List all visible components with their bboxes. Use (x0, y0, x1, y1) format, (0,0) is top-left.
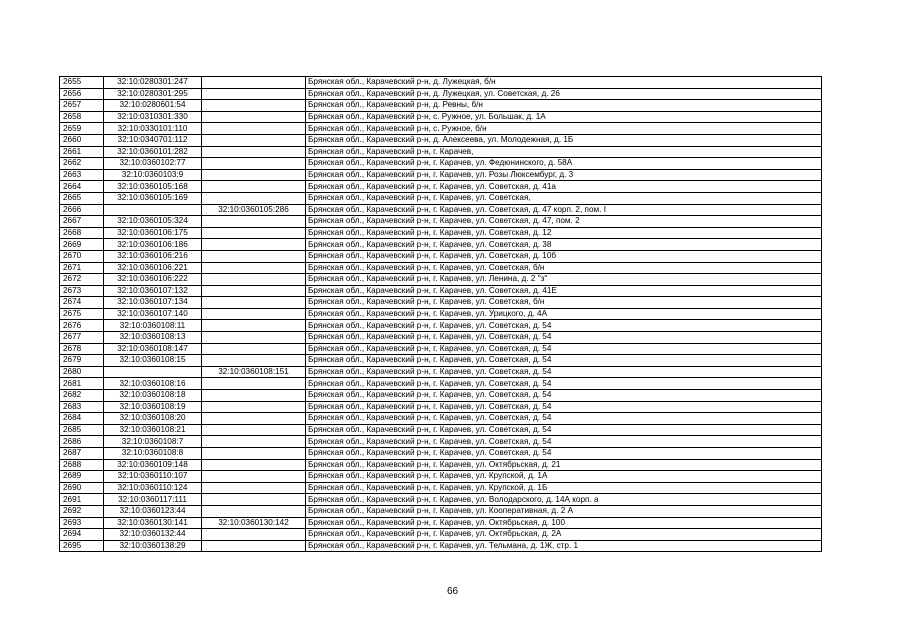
row-number-cell: 2657 (60, 100, 104, 112)
row-number-cell: 2694 (60, 529, 104, 541)
row-number-cell: 2684 (60, 413, 104, 425)
table-row (60, 413, 822, 425)
cadastral-number-cell: 32:10:0360107:140 (104, 308, 202, 320)
related-cadastral-number-cell (202, 88, 306, 100)
related-cadastral-number-cell (202, 308, 306, 320)
table-row (60, 320, 822, 332)
related-cadastral-number-cell (202, 134, 306, 146)
cadastral-number-cell: 32:10:0360107:134 (104, 297, 202, 309)
table-row (60, 274, 822, 286)
address-cell: Брянская обл., Карачевский р-н, г. Карачев, ул. Советская, д. 47 корп. 2, пом. I (306, 204, 822, 216)
related-cadastral-number-cell (202, 227, 306, 239)
address-cell: Брянская обл., Карачевский р-н, г. Карачев, ул. Советская, д. 38 (306, 239, 822, 251)
row-number-cell: 2660 (60, 134, 104, 146)
related-cadastral-number-cell (202, 216, 306, 228)
row-number-cell: 2680 (60, 366, 104, 378)
cadastral-number-cell: 32:10:0360105:324 (104, 216, 202, 228)
row-number-cell: 2678 (60, 343, 104, 355)
cadastral-number-cell: 32:10:0360108:18 (104, 390, 202, 402)
related-cadastral-number-cell (202, 181, 306, 193)
address-cell: Брянская обл., Карачевский р-н, г. Карачев, ул. Розы Люксембург, д. 3 (306, 169, 822, 181)
address-cell: Брянская обл., Карачевский р-н, г. Карачев, ул. Советская, д. 54 (306, 343, 822, 355)
address-cell: Брянская обл., Карачевский р-н, г. Карачев, ул. Советская, д. 10б (306, 250, 822, 262)
related-cadastral-number-cell (202, 459, 306, 471)
related-cadastral-number-cell (202, 448, 306, 460)
table-row (60, 285, 822, 297)
address-cell: Брянская обл., Карачевский р-н, г. Карачев, ул. Октябрьская, д. 21 (306, 459, 822, 471)
cadastral-number-cell: 32:10:0360138:29 (104, 540, 202, 552)
row-number-cell: 2676 (60, 320, 104, 332)
cadastral-number-cell: 32:10:0360108:19 (104, 401, 202, 413)
table-row (60, 343, 822, 355)
address-cell: Брянская обл., Карачевский р-н, г. Карачев, ул. Федюнинского, д. 58А (306, 158, 822, 170)
related-cadastral-number-cell (202, 424, 306, 436)
related-cadastral-number-cell (202, 505, 306, 517)
row-number-cell: 2656 (60, 88, 104, 100)
address-cell: Брянская обл., Карачевский р-н, д. Лужецкая, ул. Советская, д. 26 (306, 88, 822, 100)
cadastral-number-cell: 32:10:0360108:8 (104, 448, 202, 460)
related-cadastral-number-cell: 32:10:0360105:286 (202, 204, 306, 216)
address-cell: Брянская обл., Карачевский р-н, с. Ружное, ул. Большак, д. 1А (306, 111, 822, 123)
address-cell: Брянская обл., Карачевский р-н, г. Карачев, ул. Советская, (306, 192, 822, 204)
cadastral-number-cell: 32:10:0360106:222 (104, 274, 202, 286)
table-row (60, 297, 822, 309)
related-cadastral-number-cell (202, 436, 306, 448)
cadastral-number-cell: 32:10:0360123:44 (104, 505, 202, 517)
row-number-cell: 2695 (60, 540, 104, 552)
row-number-cell: 2682 (60, 390, 104, 402)
row-number-cell: 2667 (60, 216, 104, 228)
address-cell: Брянская обл., Карачевский р-н, д. Лужецкая, б/н (306, 77, 822, 89)
related-cadastral-number-cell (202, 250, 306, 262)
table-row (60, 169, 822, 181)
related-cadastral-number-cell (202, 262, 306, 274)
row-number-cell: 2675 (60, 308, 104, 320)
address-cell: Брянская обл., Карачевский р-н, г. Карачев, ул. Советская, д. 54 (306, 320, 822, 332)
row-number-cell: 2692 (60, 505, 104, 517)
row-number-cell: 2672 (60, 274, 104, 286)
row-number-cell: 2666 (60, 204, 104, 216)
related-cadastral-number-cell (202, 540, 306, 552)
row-number-cell: 2669 (60, 239, 104, 251)
cadastral-number-cell: 32:10:0360110:107 (104, 471, 202, 483)
address-cell: Брянская обл., Карачевский р-н, д. Алексеева, ул. Молодежная, д. 1Б (306, 134, 822, 146)
cadastral-number-cell: 32:10:0360106:175 (104, 227, 202, 239)
table-row (60, 355, 822, 367)
related-cadastral-number-cell (202, 146, 306, 158)
row-number-cell: 2668 (60, 227, 104, 239)
table-row (60, 390, 822, 402)
cadastral-number-cell: 32:10:0360106:221 (104, 262, 202, 274)
address-cell: Брянская обл., Карачевский р-н, г. Карачев, ул. Советская, д. 12 (306, 227, 822, 239)
related-cadastral-number-cell (202, 297, 306, 309)
cadastral-number-cell: 32:10:0360105:169 (104, 192, 202, 204)
row-number-cell: 2688 (60, 459, 104, 471)
address-cell: Брянская обл., Карачевский р-н, г. Карачев, ул. Советская, д. 54 (306, 401, 822, 413)
cadastral-number-cell: 32:10:0360103:9 (104, 169, 202, 181)
row-number-cell: 2683 (60, 401, 104, 413)
row-number-cell: 2681 (60, 378, 104, 390)
cadastral-number-cell: 32:10:0340701:112 (104, 134, 202, 146)
table-row (60, 308, 822, 320)
table-row (60, 204, 822, 216)
address-cell: Брянская обл., Карачевский р-н, г. Карачев, ул. Советская, д. 54 (306, 355, 822, 367)
row-number-cell: 2655 (60, 77, 104, 89)
table-row (60, 436, 822, 448)
table-row (60, 448, 822, 460)
table-row (60, 123, 822, 135)
table-row (60, 250, 822, 262)
related-cadastral-number-cell (202, 285, 306, 297)
address-cell: Брянская обл., Карачевский р-н, г. Карачев, ул. Ленина, д. 2 "з" (306, 274, 822, 286)
related-cadastral-number-cell (202, 529, 306, 541)
related-cadastral-number-cell (202, 169, 306, 181)
cadastral-number-cell: 32:10:0280301:295 (104, 88, 202, 100)
table-row (60, 482, 822, 494)
cadastral-number-cell: 32:10:0360132:44 (104, 529, 202, 541)
table-row (60, 227, 822, 239)
related-cadastral-number-cell (202, 332, 306, 344)
row-number-cell: 2687 (60, 448, 104, 460)
related-cadastral-number-cell: 32:10:0360130:142 (202, 517, 306, 529)
address-cell: Брянская обл., Карачевский р-н, г. Карачев, ул. Октябрьская, д. 2А (306, 529, 822, 541)
row-number-cell: 2686 (60, 436, 104, 448)
row-number-cell: 2689 (60, 471, 104, 483)
address-cell: Брянская обл., Карачевский р-н, г. Карачев, ул. Советская, д. 54 (306, 448, 822, 460)
cadastral-number-cell: 32:10:0360108:16 (104, 378, 202, 390)
table-row (60, 540, 822, 552)
address-cell: Брянская обл., Карачевский р-н, г. Карачев, ул. Советская, д. 54 (306, 390, 822, 402)
address-cell: Брянская обл., Карачевский р-н, г. Карачев, ул. Советская, д. 41Е (306, 285, 822, 297)
row-number-cell: 2661 (60, 146, 104, 158)
address-cell: Брянская обл., Карачевский р-н, г. Карачев, ул. Советская, б/н (306, 262, 822, 274)
cadastral-number-cell: 32:10:0280601:54 (104, 100, 202, 112)
table-row (60, 471, 822, 483)
table-row (60, 239, 822, 251)
related-cadastral-number-cell (202, 355, 306, 367)
cadastral-number-cell: 32:10:0360106:186 (104, 239, 202, 251)
row-number-cell: 2673 (60, 285, 104, 297)
cadastral-number-cell: 32:10:0360107:132 (104, 285, 202, 297)
registry-table-body (60, 77, 822, 552)
address-cell: Брянская обл., Карачевский р-н, г. Карачев, ул. Октябрьская, д. 100 (306, 517, 822, 529)
cadastral-number-cell: 32:10:0360108:20 (104, 413, 202, 425)
cadastral-number-cell (104, 204, 202, 216)
table-row (60, 262, 822, 274)
table-row (60, 216, 822, 228)
cadastral-number-cell: 32:10:0360110:124 (104, 482, 202, 494)
row-number-cell: 2690 (60, 482, 104, 494)
row-number-cell: 2665 (60, 192, 104, 204)
table-row (60, 366, 822, 378)
address-cell: Брянская обл., Карачевский р-н, г. Карачев, ул. Советская, д. 54 (306, 378, 822, 390)
cadastral-number-cell: 32:10:0360106:216 (104, 250, 202, 262)
row-number-cell: 2664 (60, 181, 104, 193)
address-cell: Брянская обл., Карачевский р-н, г. Карачев, (306, 146, 822, 158)
table-row (60, 401, 822, 413)
row-number-cell: 2679 (60, 355, 104, 367)
cadastral-number-cell: 32:10:0360108:7 (104, 436, 202, 448)
cadastral-number-cell (104, 366, 202, 378)
table-row (60, 134, 822, 146)
cadastral-number-cell: 32:10:0280301:247 (104, 77, 202, 89)
table-row (60, 517, 822, 529)
address-cell: Брянская обл., Карачевский р-н, г. Карачев, ул. Советская, д. 54 (306, 413, 822, 425)
address-cell: Брянская обл., Карачевский р-н, г. Карачев, ул. Советская, д. 54 (306, 424, 822, 436)
registry-table (59, 76, 822, 552)
address-cell: Брянская обл., Карачевский р-н, г. Карачев, ул. Советская, б/н (306, 297, 822, 309)
table-row (60, 181, 822, 193)
address-cell: Брянская обл., Карачевский р-н, с. Ружное, б/н (306, 123, 822, 135)
address-cell: Брянская обл., Карачевский р-н, г. Карачев, ул. Советская, д. 54 (306, 332, 822, 344)
row-number-cell: 2691 (60, 494, 104, 506)
related-cadastral-number-cell (202, 482, 306, 494)
table-row (60, 494, 822, 506)
cadastral-number-cell: 32:10:0360108:15 (104, 355, 202, 367)
page-number: 66 (446, 586, 459, 597)
address-cell: Брянская обл., Карачевский р-н, г. Карачев, ул. Советская, д. 54 (306, 436, 822, 448)
table-row (60, 529, 822, 541)
row-number-cell: 2671 (60, 262, 104, 274)
address-cell: Брянская обл., Карачевский р-н, г. Карачев, ул. Советская, д. 54 (306, 366, 822, 378)
cadastral-number-cell: 32:10:0330101:110 (104, 123, 202, 135)
row-number-cell: 2693 (60, 517, 104, 529)
table-row (60, 192, 822, 204)
related-cadastral-number-cell (202, 390, 306, 402)
cadastral-number-cell: 32:10:0360109:148 (104, 459, 202, 471)
table-row (60, 332, 822, 344)
table-row (60, 100, 822, 112)
address-cell: Брянская обл., Карачевский р-н, д. Ревны, б/н (306, 100, 822, 112)
related-cadastral-number-cell (202, 239, 306, 251)
table-row (60, 146, 822, 158)
related-cadastral-number-cell (202, 77, 306, 89)
table-row (60, 378, 822, 390)
related-cadastral-number-cell (202, 401, 306, 413)
row-number-cell: 2670 (60, 250, 104, 262)
table-row (60, 77, 822, 89)
cadastral-number-cell: 32:10:0360108:11 (104, 320, 202, 332)
table-row (60, 111, 822, 123)
related-cadastral-number-cell (202, 158, 306, 170)
related-cadastral-number-cell (202, 413, 306, 425)
related-cadastral-number-cell (202, 100, 306, 112)
row-number-cell: 2674 (60, 297, 104, 309)
related-cadastral-number-cell (202, 494, 306, 506)
table-row (60, 158, 822, 170)
cadastral-number-cell: 32:10:0360117:111 (104, 494, 202, 506)
address-cell: Брянская обл., Карачевский р-н, г. Карачев, ул. Кооперативная, д. 2 А (306, 505, 822, 517)
row-number-cell: 2677 (60, 332, 104, 344)
table-row (60, 459, 822, 471)
table-row (60, 88, 822, 100)
address-cell: Брянская обл., Карачевский р-н, г. Карачев, ул. Урицкого, д. 4А (306, 308, 822, 320)
row-number-cell: 2663 (60, 169, 104, 181)
related-cadastral-number-cell (202, 378, 306, 390)
table-row (60, 505, 822, 517)
related-cadastral-number-cell (202, 320, 306, 332)
address-cell: Брянская обл., Карачевский р-н, г. Карачев, ул. Крупской, д. 1Б (306, 482, 822, 494)
cadastral-number-cell: 32:10:0360130:141 (104, 517, 202, 529)
address-cell: Брянская обл., Карачевский р-н, г. Карачев, ул. Тельмана, д. 1Ж, стр. 1 (306, 540, 822, 552)
cadastral-number-cell: 32:10:0360105:168 (104, 181, 202, 193)
cadastral-number-cell: 32:10:0360102:77 (104, 158, 202, 170)
cadastral-number-cell: 32:10:0360108:147 (104, 343, 202, 355)
table-row (60, 424, 822, 436)
related-cadastral-number-cell (202, 343, 306, 355)
cadastral-number-cell: 32:10:0360108:21 (104, 424, 202, 436)
related-cadastral-number-cell: 32:10:0360108:151 (202, 366, 306, 378)
related-cadastral-number-cell (202, 192, 306, 204)
row-number-cell: 2659 (60, 123, 104, 135)
row-number-cell: 2662 (60, 158, 104, 170)
address-cell: Брянская обл., Карачевский р-н, г. Карачев, ул. Советская, д. 41а (306, 181, 822, 193)
address-cell: Брянская обл., Карачевский р-н, г. Карачев, ул. Володарского, д. 14А корп. а (306, 494, 822, 506)
cadastral-number-cell: 32:10:0360108:13 (104, 332, 202, 344)
row-number-cell: 2658 (60, 111, 104, 123)
related-cadastral-number-cell (202, 471, 306, 483)
cadastral-number-cell: 32:10:0360101:282 (104, 146, 202, 158)
address-cell: Брянская обл., Карачевский р-н, г. Карачев, ул. Советская, д. 47, пом. 2 (306, 216, 822, 228)
related-cadastral-number-cell (202, 274, 306, 286)
cadastral-number-cell: 32:10:0310301:330 (104, 111, 202, 123)
related-cadastral-number-cell (202, 123, 306, 135)
row-number-cell: 2685 (60, 424, 104, 436)
related-cadastral-number-cell (202, 111, 306, 123)
address-cell: Брянская обл., Карачевский р-н, г. Карачев, ул. Крупской, д. 1А (306, 471, 822, 483)
